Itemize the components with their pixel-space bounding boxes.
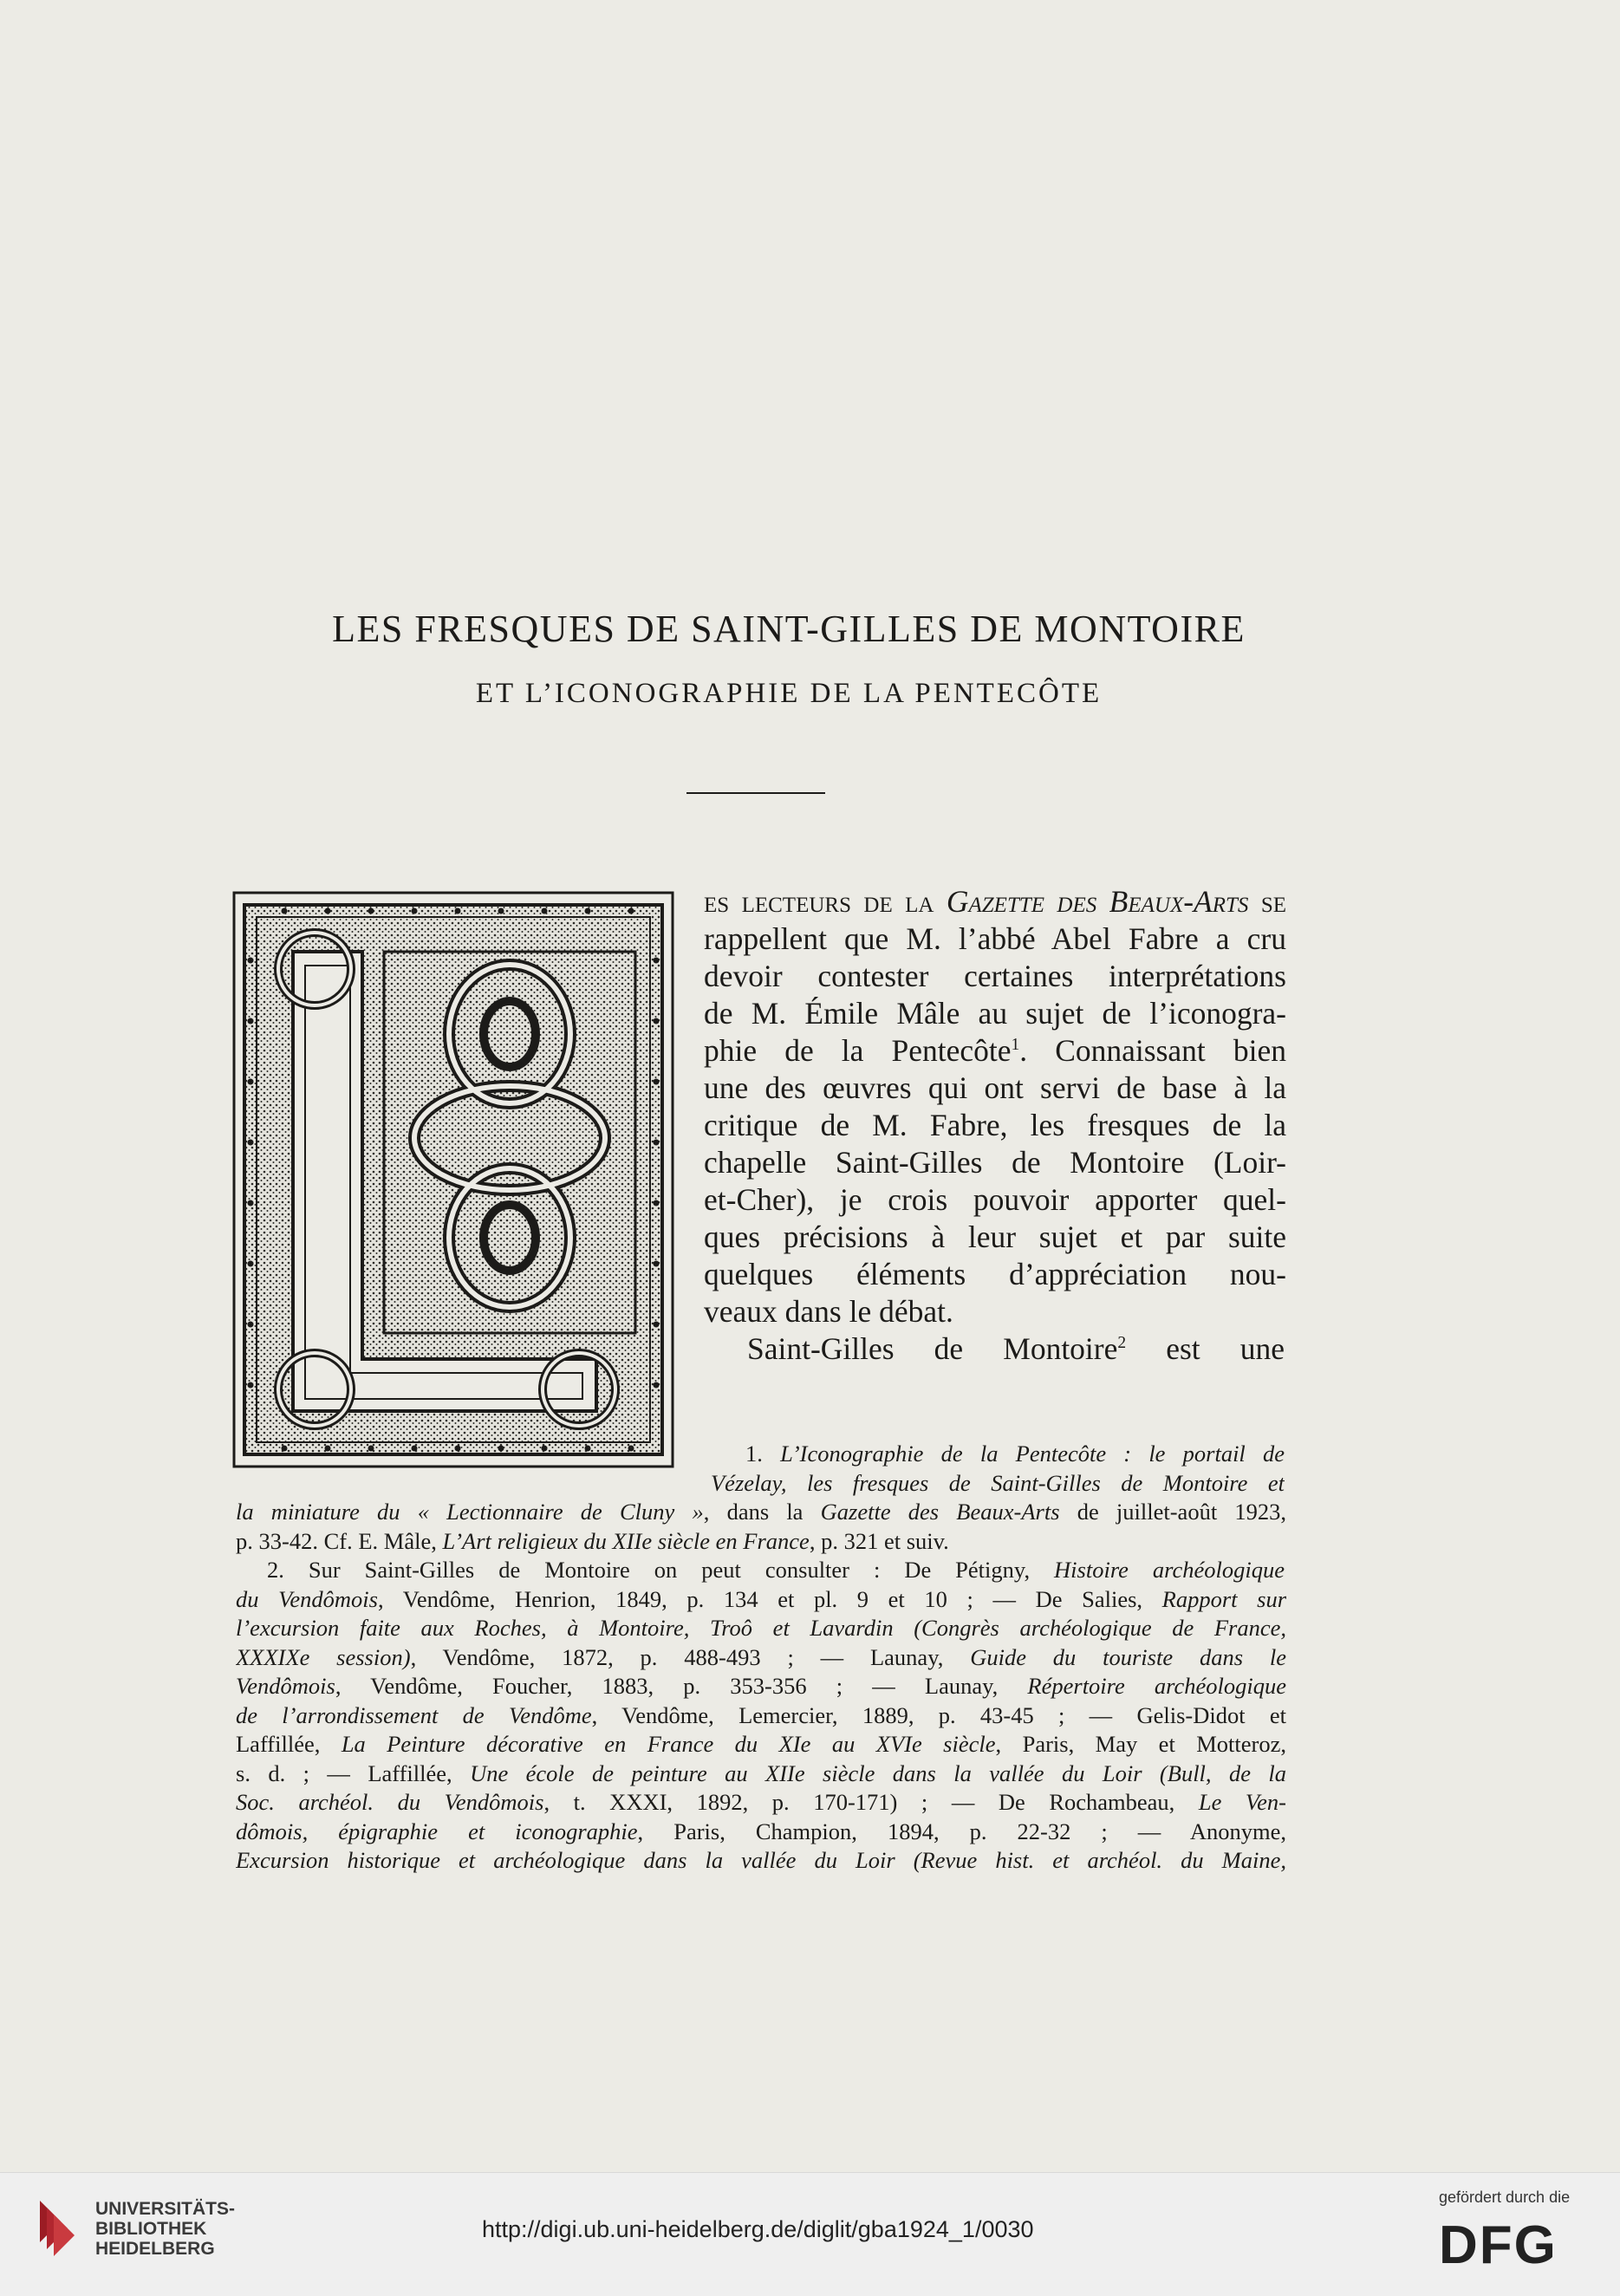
- body-text-segment: ques précisions à leur sujet et par suite: [704, 1220, 1286, 1254]
- footnote-segment: Guide du touriste dans le: [970, 1643, 1286, 1670]
- footnote-line: [236, 1730, 1286, 1759]
- footnote-segment: l’excursion faite aux Roches, à Montoire, Troô et Lavardin (Congrès archéologique de France,: [236, 1615, 1286, 1641]
- footnote-segment: Rapport sur: [1161, 1585, 1286, 1612]
- body-line: [704, 1293, 1286, 1330]
- body-line: [704, 1256, 1286, 1293]
- body-line: [704, 958, 1286, 995]
- footnote-segment: L’Art religieux du XIIe siècle en France: [442, 1527, 810, 1554]
- footnote-segment: Gazette des Beaux-Arts: [820, 1499, 1060, 1525]
- footnote-segment: Histoire archéologique: [1054, 1557, 1285, 1583]
- footnote-line: [236, 1643, 1286, 1673]
- university-library-logo-icon: [35, 2195, 88, 2263]
- footnote-segment: 1.: [745, 1441, 781, 1467]
- footnote-line: [711, 1469, 1285, 1499]
- body-text-segment: 1: [1011, 1036, 1020, 1055]
- body-line: [704, 1107, 1286, 1144]
- footnote-segment: p. 33-42. Cf. E. Mâle,: [236, 1527, 443, 1554]
- body-text-segment: se: [1248, 884, 1286, 919]
- body-line: [704, 1144, 1286, 1181]
- footer-bar: [0, 2172, 1620, 2296]
- library-name-line2: BIBLIOTHEK: [95, 2219, 207, 2239]
- footnote-segment: Laffillée,: [236, 1731, 342, 1757]
- footnote-segment: , t. XXXI, 1892, p. 170-171) ; — De Rochambeau,: [543, 1789, 1199, 1815]
- body-text-segment: devoir contester certaines interprétations: [704, 959, 1286, 993]
- body-text-segment: et-Cher), je crois pouvoir apporter quel-: [704, 1182, 1286, 1217]
- footnote-segment: , Vendôme, 1872, p. 488-493 ; — Launay,: [410, 1643, 971, 1670]
- footnote-line: [236, 1818, 1286, 1847]
- footnote-segment: Une école de peinture au XIIe siècle dans la vallée du Loir (Bull, de la: [470, 1759, 1286, 1786]
- body-text-segment: de M. Émile Mâle au sujet de l’iconogra-: [704, 996, 1286, 1031]
- footnote-segment: , Paris, May et Motteroz,: [995, 1731, 1286, 1757]
- footnote-line: [236, 1701, 1286, 1731]
- footnote-segment: s. d. ; — Laffillée,: [236, 1759, 471, 1786]
- footnote-line: [236, 1498, 1286, 1527]
- body-text-segment: es lecteurs de la: [704, 884, 947, 919]
- body-text-segment: quelques éléments d’appréciation nou-: [704, 1257, 1286, 1291]
- footnote-segment: Vendômois: [236, 1673, 335, 1699]
- library-name: [95, 2199, 235, 2259]
- decorated-initial-L: [232, 891, 674, 1468]
- footnote-line: [236, 1672, 1286, 1701]
- library-name-line3: HEIDELBERG: [95, 2239, 215, 2259]
- footnote-segment: Soc. archéol. du Vendômois: [236, 1789, 544, 1815]
- footnote-segment: Vézelay, les fresques de Saint-Gilles de Montoire et: [711, 1469, 1285, 1496]
- article-subtitle: ET L’ICONOGRAPHIE DE LA PENTECÔTE: [475, 678, 1103, 709]
- footnote-segment: du Vendômois: [236, 1585, 378, 1612]
- title-rule: [686, 792, 825, 794]
- article-title: LES FRESQUES DE SAINT-GILLES DE MONTOIRE: [332, 608, 1246, 650]
- footnote-line: [236, 1788, 1286, 1818]
- body-line: [704, 1219, 1286, 1256]
- body-text-segment: phie de la Pentecôte: [704, 1033, 1012, 1068]
- body-text-segment: Gazette des Beaux-Arts: [946, 884, 1249, 919]
- footnote-segment: Excursion historique et archéologique dans la vallée du Loir (Revue hist. et archéol. du Maine,: [236, 1847, 1286, 1873]
- footnote-segment: Le Ven-: [1198, 1789, 1286, 1815]
- footnote-segment: , Vendôme, Henrion, 1849, p. 134 et pl. 9 et 10 ; — De Salies,: [377, 1585, 1162, 1612]
- library-name-line1: UNIVERSITÄTS-: [95, 2199, 236, 2219]
- footnote-line: [267, 1556, 1285, 1585]
- body-text-segment: veaux dans le débat.: [704, 1294, 953, 1329]
- footnote-line: [745, 1440, 1285, 1469]
- footnote-segment: XXXIXe session): [236, 1643, 411, 1670]
- footnote-segment: L’Iconographie de la Pentecôte : le portail de: [780, 1441, 1285, 1467]
- body-line: [704, 1032, 1286, 1070]
- footnote-segment: , p. 321 et suiv.: [809, 1527, 949, 1554]
- footnote-line: [236, 1846, 1286, 1876]
- body-text-segment: est une: [1126, 1331, 1285, 1366]
- footnote-segment: de juillet-août 1923,: [1059, 1499, 1286, 1525]
- body-line: [747, 1330, 1285, 1368]
- body-line: [704, 1181, 1286, 1219]
- footnote-segment: , Paris, Champion, 1894, p. 22-32 ; — Anonyme,: [637, 1818, 1286, 1844]
- footnote-segment: dômois, épigraphie et iconographie: [236, 1818, 638, 1844]
- footnote-segment: , Vendôme, Lemercier, 1889, p. 43-45 ; — Gelis-Didot et: [591, 1701, 1286, 1728]
- footnote-segment: , dans la: [703, 1499, 821, 1525]
- footnote-line: [236, 1759, 1286, 1789]
- body-line: [704, 883, 1286, 920]
- body-text-segment: rappellent que M. l’abbé Abel Fabre a cru: [704, 921, 1286, 956]
- body-text-segment: une des œuvres qui ont servi de base à la: [704, 1070, 1286, 1105]
- body-text-segment: . Connaissant bien: [1019, 1033, 1286, 1068]
- footnote-segment: de l’arrondissement de Vendôme: [236, 1701, 592, 1728]
- footnote-segment: La Peinture décorative en France du XIe au XVIe siècle: [341, 1731, 996, 1757]
- footnote-segment: , Vendôme, Foucher, 1883, p. 353-356 ; — Launay,: [335, 1673, 1028, 1699]
- funded-by-label: gefördert durch die: [1439, 2189, 1571, 2206]
- body-line: [704, 995, 1286, 1032]
- body-line: [704, 920, 1286, 958]
- footnote-line: [236, 1614, 1286, 1643]
- body-text-segment: 2: [1117, 1334, 1127, 1353]
- footnote-segment: la miniature du « Lectionnaire de Cluny »: [236, 1499, 704, 1525]
- footnote-line: [236, 1585, 1286, 1615]
- source-url-link[interactable]: http://digi.ub.uni-heidelberg.de/diglit/gba1924_1/0030: [482, 2216, 1034, 2242]
- dfg-logo: DFG: [1439, 2215, 1558, 2275]
- footnote-line: [236, 1527, 1286, 1557]
- body-text-segment: chapelle Saint-Gilles de Montoire (Loir-: [704, 1145, 1286, 1180]
- body-text-segment: Saint-Gilles de Montoire: [747, 1331, 1118, 1366]
- body-line: [704, 1070, 1286, 1107]
- footnote-segment: 2. Sur Saint-Gilles de Montoire on peut consulter : De Pétigny,: [267, 1557, 1055, 1583]
- body-text-segment: critique de M. Fabre, les fresques de la: [704, 1108, 1286, 1142]
- footnote-segment: Répertoire archéologique: [1027, 1673, 1286, 1699]
